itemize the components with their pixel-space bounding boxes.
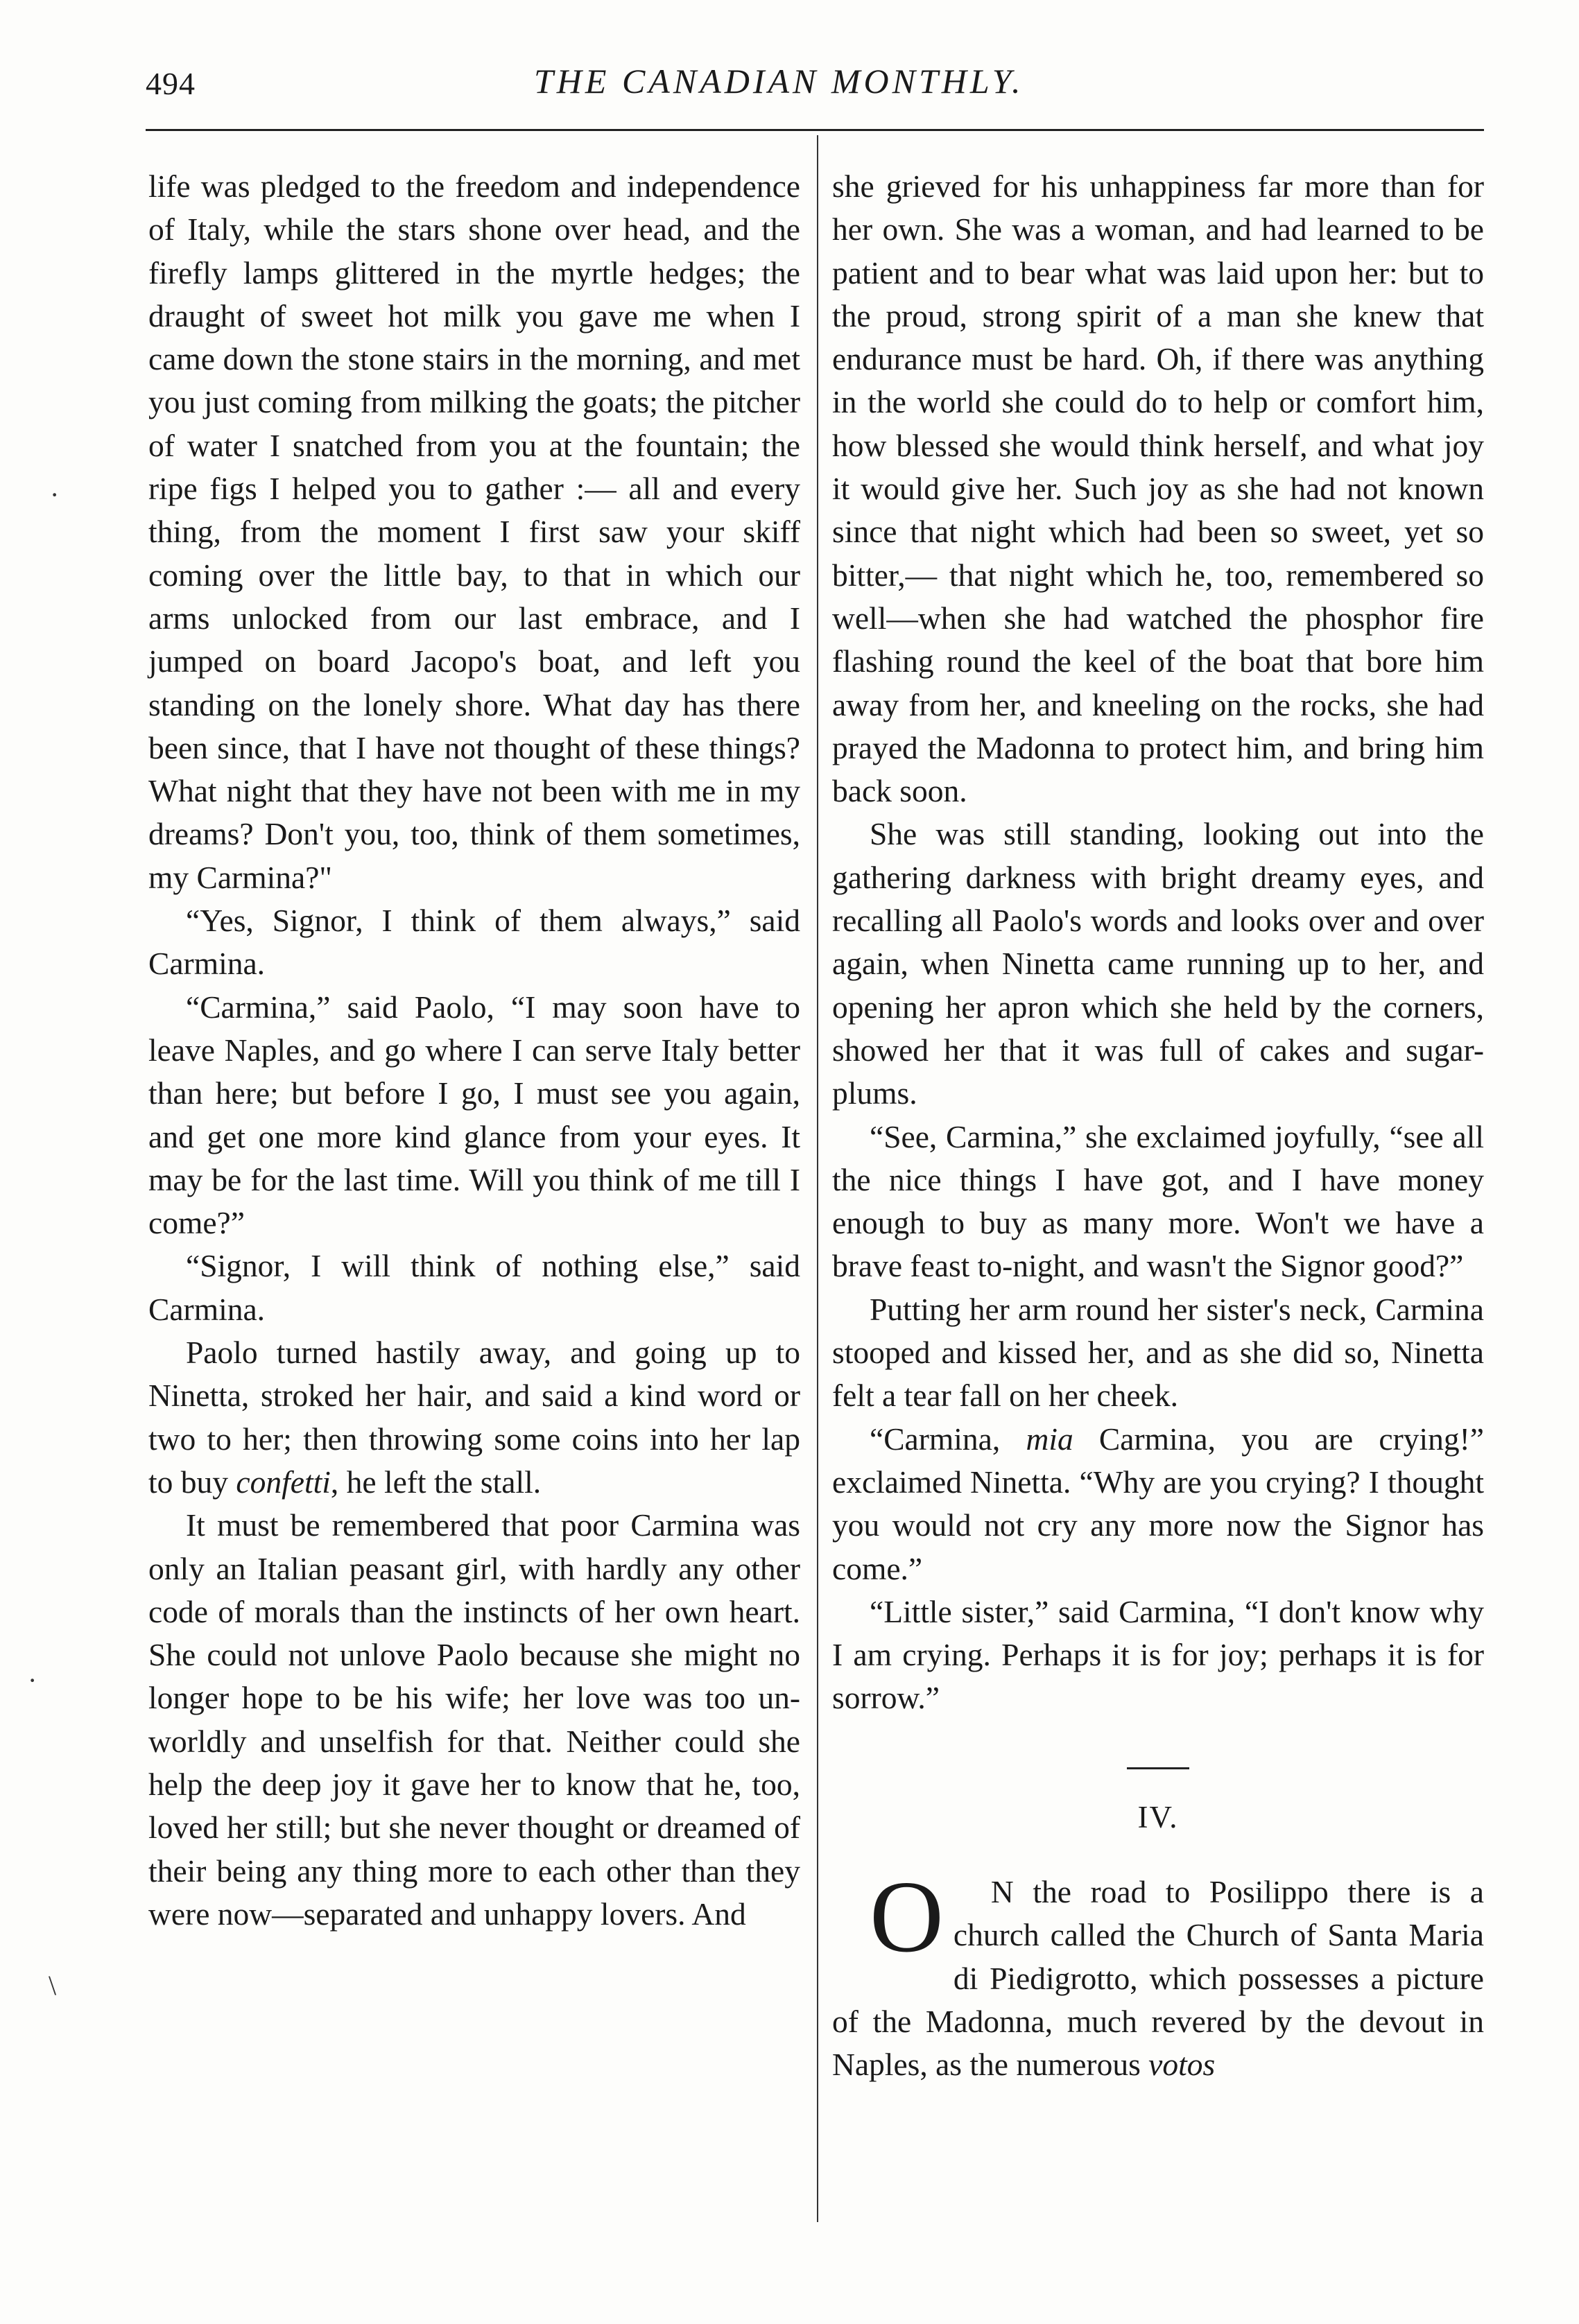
paragraph-text: , he left the stall. [330,1464,542,1500]
drop-cap: O [870,1859,944,1974]
italic-word: confetti [236,1464,331,1500]
paragraph: “See, Carmina,” she exclaimed joyfully, “see all the nice things I have got, and I have money enough to buy as many more. Won't we have a brave feast to-night, and wasn't the Signor good?” [832,1118,1484,1284]
section-heading: IV. [1137,1799,1179,1835]
column-divider [817,135,818,2222]
left-column [148,165,800,1936]
paragraph: “Carmina,” said Paolo, “I may soon have to leave Naples, and go where I can serve Italy better than here; but before I go, I must see you again, and get one more kind glance from your eyes. It may be for the last time. Will you think of me till I come?” [148,989,800,1241]
header-rule [146,129,1484,131]
right-column [832,165,1484,2086]
paragraph: “Signor, I will think of nothing else,” said Carmina. [148,1248,800,1327]
italic-word: mia [1026,1421,1073,1457]
paragraph [832,1859,1484,2086]
paragraph: It must be remembered that poor Carmina was only an Italian peasant girl, with hardly any other code of morals than the instincts of her own heart. She could not unlove Paolo because she might no longer hope to be his wife; her love was too unworldly and unselfish for that. Neither could she help the deep joy it gave her to know that he, too, loved her still; but she never thought or dreamed of their being any thing more to each other than they were now—separated and unhappy lovers. And [148,1507,800,1932]
paragraph: Putting her arm round her sister's neck, Carmina stooped and kissed her, and as she did so, Ninetta felt a tear fall on her cheek. [832,1291,1484,1414]
paragraph: she grieved for his unhappiness far more than for her own. She was a woman, and had learned to be patient and to bear what was laid upon her: but to the proud, strong spirit of a man she knew that endurance must be hard. Oh, if there was anything in the world she could do to help or comfort him, how blessed she would think herself, and what joy it would give her. Such joy as she had not known since that night which had been so sweet, yet so bitter,— that night which he, too, remembered so well—when she had watched the phosphor fire flashing round the keel of the boat that bore him away from her, and kneeling on the rocks, she had prayed the Madonna to protect him, and bring him back soon. [832,168,1484,809]
paragraph [148,1331,800,1504]
running-head [146,58,1484,114]
margin-speck: \ [49,1970,57,2001]
paragraph: “Little sister,” said Carmina, “I don't know why I am crying. Perhaps it is for joy; perhaps it is for sorrow.” [832,1593,1484,1716]
section-rule [1127,1767,1189,1769]
journal-title: THE CANADIAN MONTHLY. [534,62,1024,101]
margin-speck: · [28,1665,37,1696]
paragraph-text: “Carmina, [870,1421,1026,1457]
margin-speck: · [50,479,60,510]
paragraph: She was still standing, looking out into the gathering darkness with bright dreamy eyes, and recalling all Paolo's words and looks over and over again, when Ninetta came running up to her, and opening her apron which she held by the corners, showed her that it was full of cakes and sugar-plums. [832,816,1484,1111]
paragraph-text: Paolo turned hastily away, and going up to Ninetta, stroked her hair, and said a kind word or two to her; then throwing some coins into her lap to buy [148,1335,800,1500]
paragraph-text: Carmina, you are crying!” exclaimed Ninetta. “Why are you crying? I thought you would not cry any more now the Signor has come.” [832,1421,1484,1586]
page-number: 494 [146,66,196,101]
italic-word: votos [1148,2047,1216,2083]
paragraph-text: N the road to Posilippo there is a church called the Church of Santa Maria di Piedigrotto, which possesses a picture of the Madonna, much revered by the devout in Naples, as the numerous [832,1873,1484,2083]
paragraph: “Yes, Signor, I think of them always,” said Carmina. [148,903,800,982]
paragraph [832,1418,1484,1590]
paragraph: life was pledged to the freedom and independence of Italy, while the stars shone over head, and the firefly lamps glittered in the myrtle hedges; the draught of sweet hot milk you gave me when I came down the stone stairs in the morning, and met you just coming from milking the goats; the pitcher of water I snatched from you at the fountain; the ripe figs I helped you to gather :— all and every thing, from the moment I first saw your skiff coming over the little bay, to that in which our arms unlocked from our last embrace, and I jumped on board Jacopo's boat, and left you standing on the lonely shore. What day has there been since, that I have not thought of these things? What night that they have not been with me in my dreams? Don't you, too, think of them sometimes, my Carmina?" [148,168,800,895]
